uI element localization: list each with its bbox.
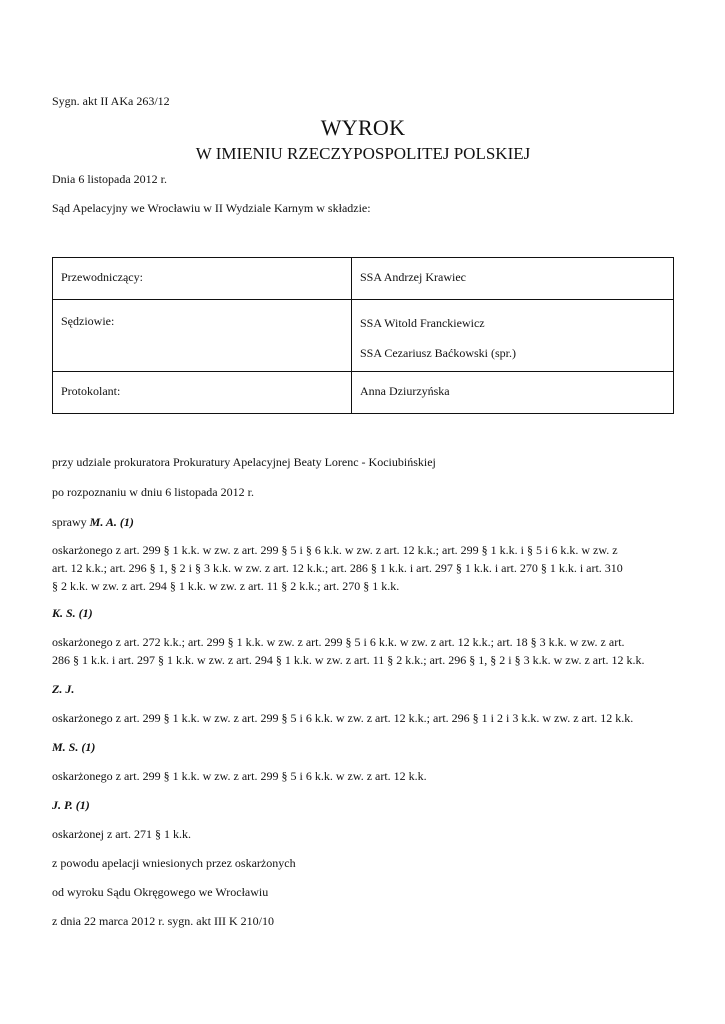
case-prefix: sprawy xyxy=(52,515,87,529)
judge-1-name: SSA Witold Franckiewicz xyxy=(360,316,485,330)
judges-names xyxy=(352,300,674,372)
charge-4: oskarżonego z art. 299 § 1 k.k. w zw. z art. 299 § 5 i 6 k.k. w zw. z art. 12 k.k. xyxy=(52,769,427,783)
judgment-from-line: od wyroku Sądu Okręgowego we Wrocławiu xyxy=(52,885,269,899)
clerk-name: Anna Dziurzyńska xyxy=(352,372,674,414)
document-subtitle: W IMIENIU RZECZYPOSPOLITEJ POLSKIEJ xyxy=(195,144,531,163)
document-title: WYROK xyxy=(320,115,406,140)
defendant-5-name: J. P. (1) xyxy=(52,798,90,812)
bench-row-clerk xyxy=(53,372,674,414)
judgment-date: Dnia 6 listopada 2012 r. xyxy=(52,172,167,186)
defendant-2-name: K. S. (1) xyxy=(52,606,93,620)
charge-2-line-1: oskarżonego z art. 272 k.k.; art. 299 § 1 k.k. w zw. z art. 299 § 5 i 6 k.k. w zw. z art. 12 k.k.; art. 18 § 3 k.k. w zw. z art. xyxy=(52,635,625,649)
bench-table xyxy=(52,257,674,414)
chair-name: SSA Andrzej Krawiec xyxy=(352,258,674,300)
charge-5: oskarżonej z art. 271 § 1 k.k. xyxy=(52,827,191,841)
charge-1-line-3: § 2 k.k. w zw. z art. 294 § 1 k.k. w zw. z art. 11 § 2 k.k.; art. 270 § 1 k.k. xyxy=(52,579,400,593)
charge-1-line-2: art. 12 k.k.; art. 296 § 1, § 2 i § 3 k.k. w zw. z art. 12 k.k.; art. 286 § 1 k.k. i art. 297 § 1 k.k. i art. 270 § 1 k.k. i art. 310 xyxy=(52,561,623,575)
charge-3: oskarżonego z art. 299 § 1 k.k. w zw. z art. 299 § 5 i 6 k.k. w zw. z art. 12 k.k.; art. 296 § 1 i 2 i 3 k.k. w zw. z art. 12 k.k. xyxy=(52,711,634,725)
bench-row-judges xyxy=(53,300,674,372)
charge-2-line-2: 286 § 1 k.k. i art. 297 § 1 k.k. w zw. z art. 294 § 1 k.k. w zw. z art. 11 § 2 k.k.; art. 296 § 1, § 2 i § 3 k.k. w zw. z art. 12 k.k. xyxy=(52,653,645,667)
defendant-1-name: M. A. (1) xyxy=(89,515,134,529)
judge-2-name: SSA Cezariusz Baćkowski (spr.) xyxy=(360,346,516,360)
charge-1-line-1: oskarżonego z art. 299 § 1 k.k. w zw. z art. 299 § 5 i § 6 k.k. w zw. z art. 12 k.k.; art. 299 § 1 k.k. i § 5 i 6 k.k. w zw. z xyxy=(52,543,618,557)
appeal-line: z powodu apelacji wniesionych przez oskarżonych xyxy=(52,856,296,870)
case-line xyxy=(52,513,134,531)
defendant-3-name: Z. J. xyxy=(52,682,75,696)
document-page xyxy=(52,0,674,1024)
judges-label: Sędziowie: xyxy=(53,300,352,372)
bench-row-chair xyxy=(53,258,674,300)
court-composition: Sąd Apelacyjny we Wrocławiu w II Wydziale Karnym w składzie: xyxy=(52,201,371,215)
case-signature: Sygn. akt II AKa 263/12 xyxy=(52,94,170,108)
hearing-line: po rozpoznaniu w dniu 6 listopada 2012 r. xyxy=(52,485,254,499)
clerk-label: Protokolant: xyxy=(53,372,352,414)
prosecutor-line: przy udziale prokuratora Prokuratury Apelacyjnej Beaty Lorenc - Kociubińskiej xyxy=(52,455,436,469)
chair-label: Przewodniczący: xyxy=(53,258,352,300)
judgment-date-line: z dnia 22 marca 2012 r. sygn. akt III K 210/10 xyxy=(52,914,274,928)
defendant-4-name: M. S. (1) xyxy=(52,740,96,754)
